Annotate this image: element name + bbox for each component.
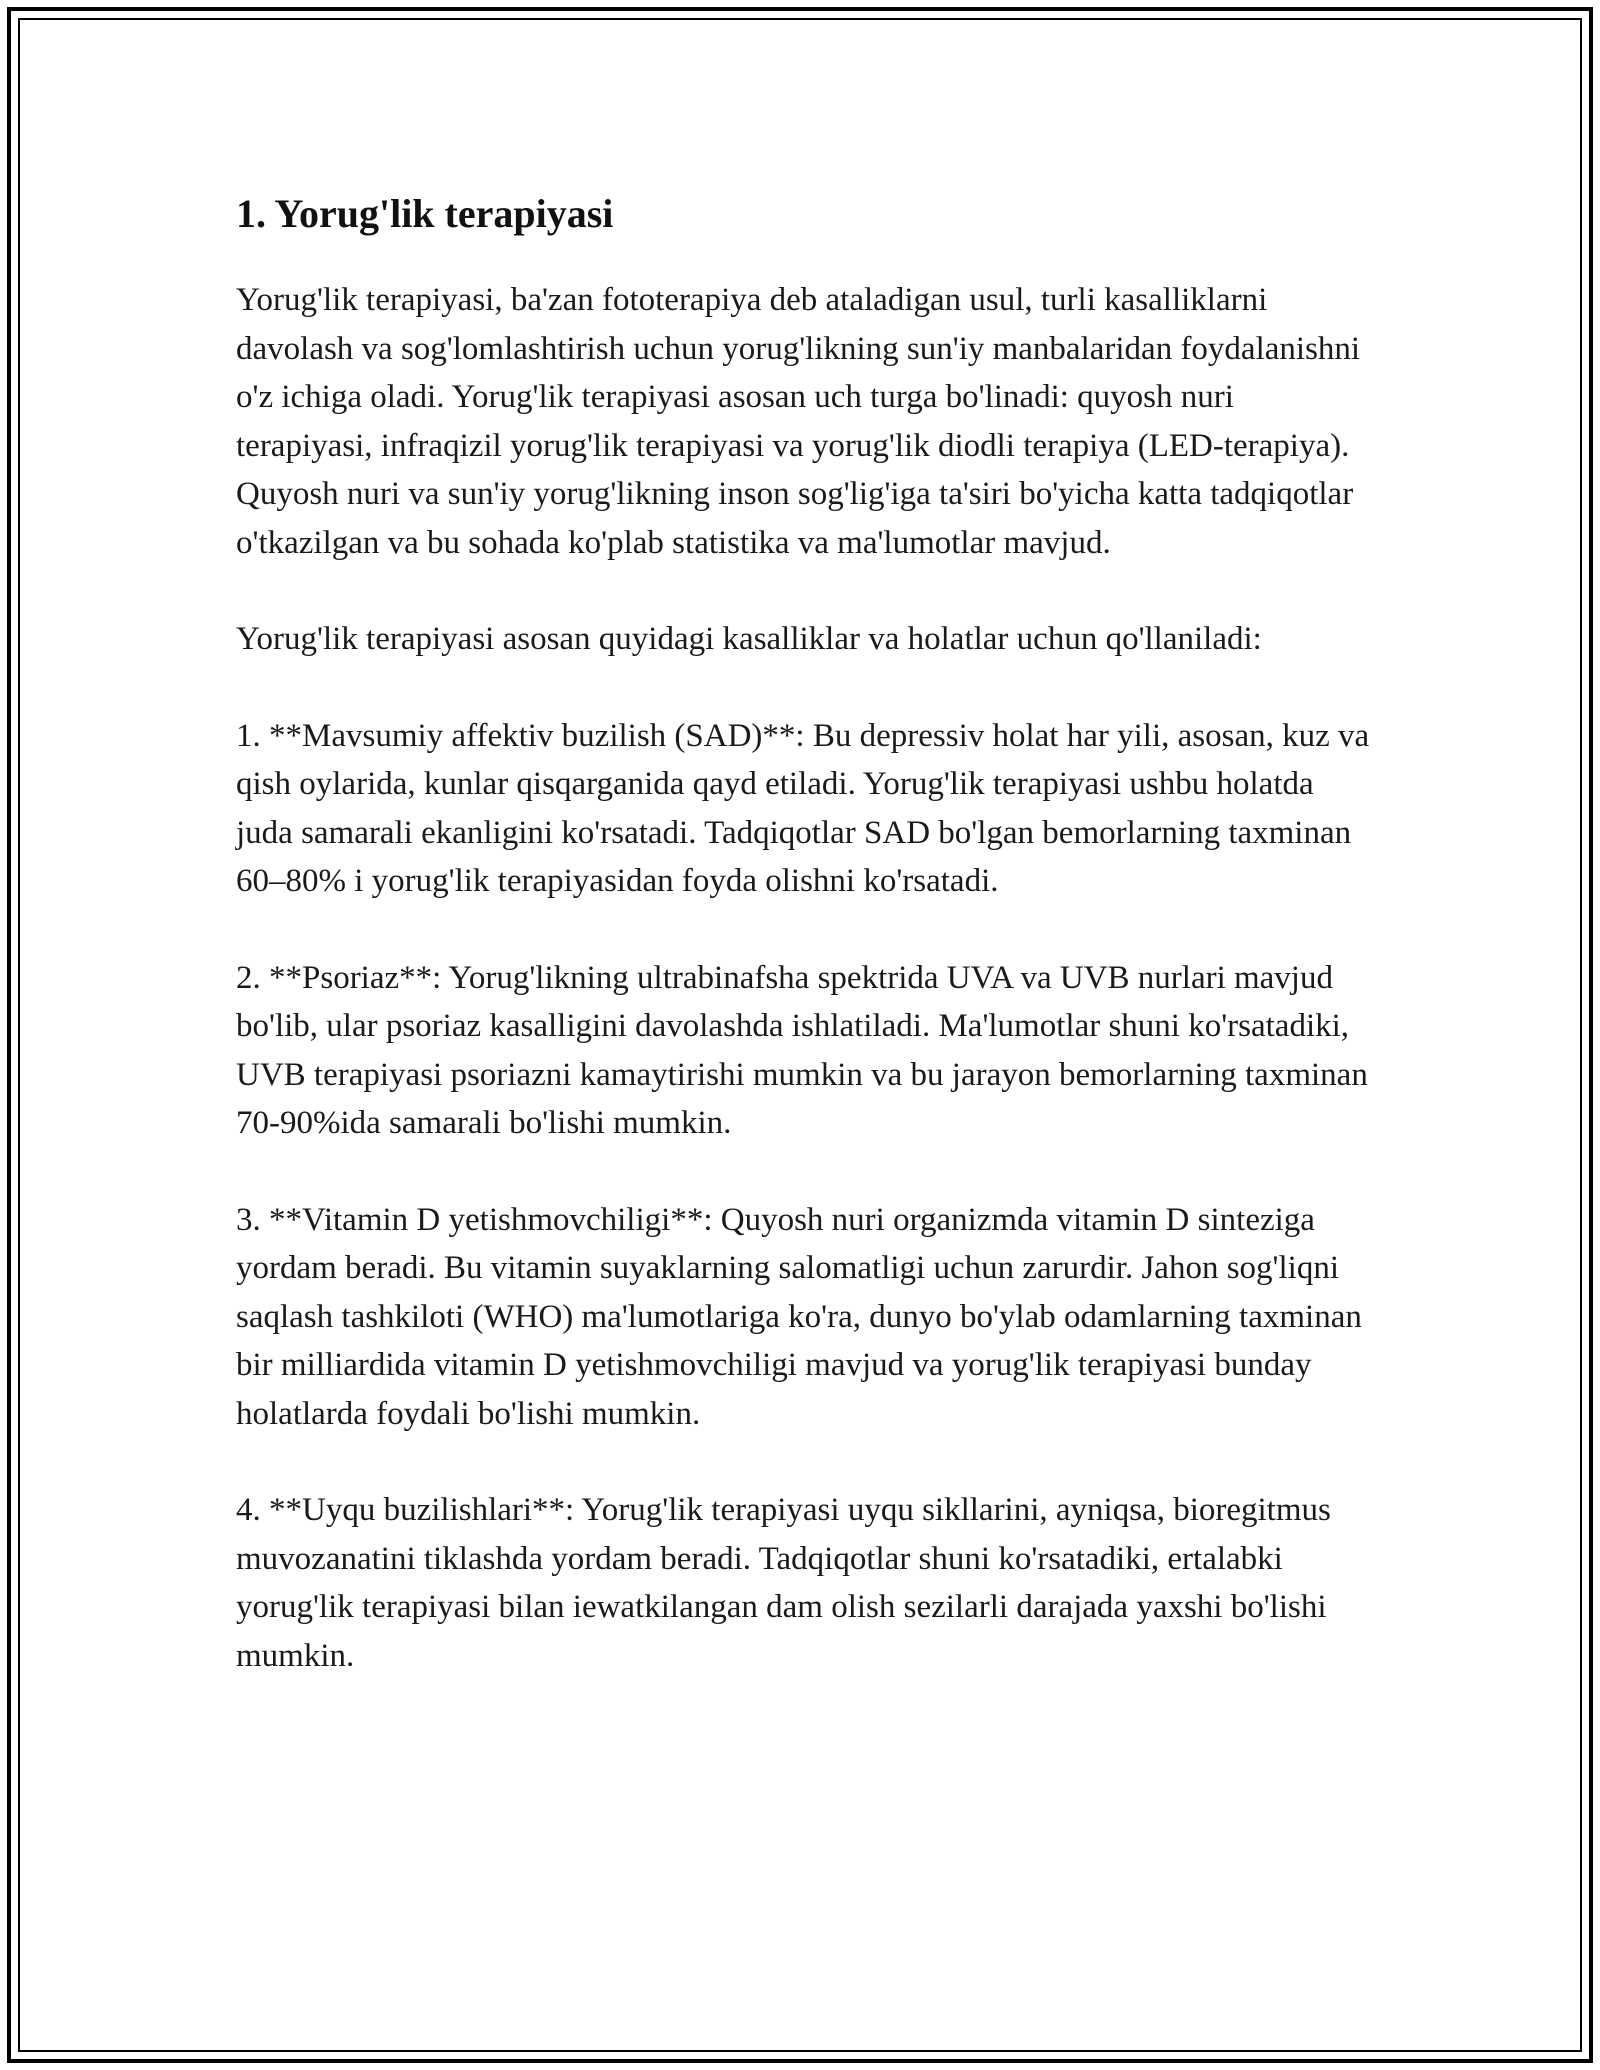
list-item-vitamin-d: 3. **Vitamin D yetishmovchiligi**: Quyosh nuri organizmda vitamin D sinteziga yordam beradi. Bu vitamin suyaklarning salomatligi uchun zarurdir. Jahon sog'liqni saqlash tashkiloti (WHO) ma'lumotlariga ko'ra, dunyo bo'ylab odamlarning taxminan bir milliardida vitamin D yetishmovchiligi mavjud va yorug'lik terapiyasi bunday holatlarda foydali bo'lishi mumkin. [236,1201,1362,1432]
list-item-sad: 1. **Mavsumiy affektiv buzilish (SAD)**: Bu depressiv holat har yili, asosan, kuz va qish oylarida, kunlar qisqarganida qayd etiladi. Yorug'lik terapiyasi ushbu holatda juda samarali ekanligini ko'rsatadi. Tadqiqotlar SAD bo'lgan bemorlarning taxminan 60–80% i yorug'lik terapiyasidan foyda olishni ko'rsatadi. [236,717,1370,899]
usage-intro-paragraph: Yorug'lik terapiyasi asosan quyidagi kasalliklar va holatlar uchun qo'llaniladi: [236,621,1262,657]
intro-paragraph: Yorug'lik terapiyasi, ba'zan fototerapiya deb ataladigan usul, turli kasalliklarni davolash va sog'lomlashtirish uchun yorug'likning sun'iy manbalaridan foydalanishni o'z ichiga oladi. Yorug'lik terapiyasi asosan uch turga bo'linadi: quyosh nuri terapiyasi, infraqizil yorug'lik terapiyasi va yorug'lik diodli terapiya (LED-terapiya). Quyosh nuri va sun'iy yorug'likning inson sog'lig'iga ta'siri bo'yicha katta tadqiqotlar o'tkazilgan va bu sohada ko'plab statistika va ma'lumotlar mavjud. [236,282,1361,561]
list-item-sleep-disorders: 4. **Uyqu buzilishlari**: Yorug'lik terapiyasi uyqu sikllarini, ayniqsa, bioregitmus muvozanatini tiklashda yordam beradi. Tadqiqotlar shuni ko'rsatadiki, ertalabki yorug'lik terapiyasi bilan iewatkilangan dam olish sezilarli darajada yaxshi bo'lishi mumkin. [236,1492,1331,1674]
section-title: 1. Yorug'lik terapiyasi [236,191,614,236]
document-body [236,186,1376,1728]
list-item-psoriasis: 2. **Psoriaz**: Yorug'likning ultrabinafsha spektrida UVA va UVB nurlari mavjud bo'lib, ular psoriaz kasalligini davolashda ishlatiladi. Ma'lumotlar shuni ko'rsatadiki, UVB terapiyasi psoriazni kamaytirishi mumkin va bu jarayon bemorlarning taxminan 70-90%ida samarali bo'lishi mumkin. [236,959,1368,1141]
